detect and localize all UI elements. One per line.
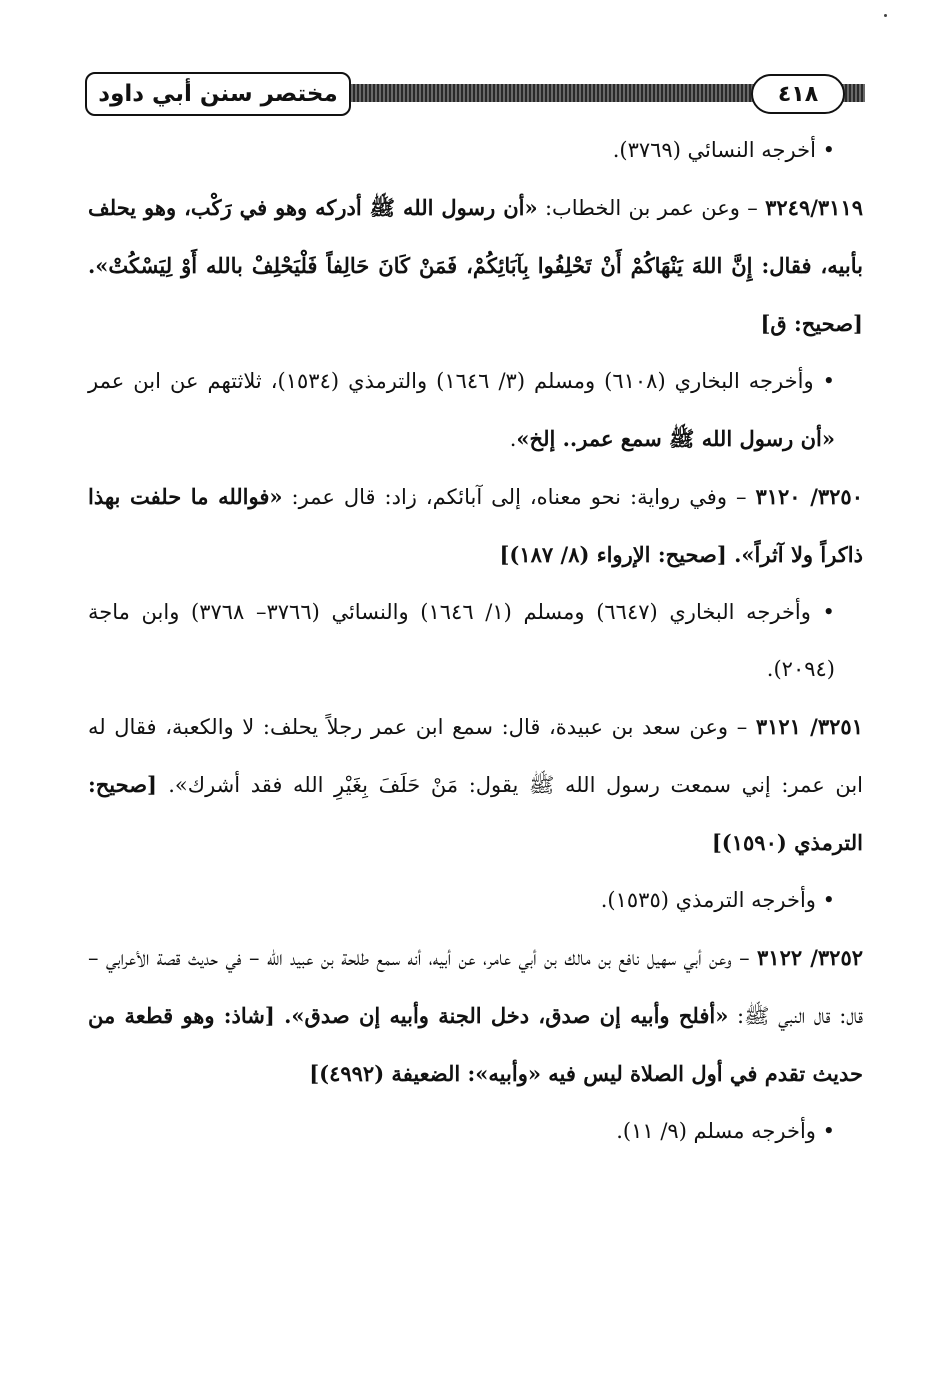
takhrij-note: • وأخرجه مسلم (٩/ ١١). [616,1119,835,1143]
hadith-intro: وعن سعد بن عبيدة، قال: سمع ابن عمر رجلاً يحلف: لا والكعبة، فقال له ابن عمر: إني سمعت رسول الله ﷺ يقول: مَنْ حَلَفَ بِغَيْرِ الله فقد أشرك». [88,715,864,797]
page-number: ٤١٨ [751,74,845,114]
separator-dash: – [728,715,756,739]
hadith-intro: وفي رواية: نحو معناه، إلى آبائكم، زاد: قال عمر: [282,485,727,509]
separator-dash: – [731,946,758,970]
takhrij-note: • وأخرجه البخاري (٦٦٤٧) ومسلم (١/ ١٦٤٦) والنسائي (٣٧٦٦– ٣٧٦٨) وابن ماجة (٢٠٩٤). [88,600,835,681]
hadith-text: «أن رسول الله ﷺ أدركه وهو في رَكْب، وهو يحلف بأبيه، فقال: إِنَّ اللهَ يَنْهَاكُمْ أَنْ تَحْلِفُوا بِآبَائِكُمْ، فَمَنْ كَانَ حَالِفاً فَلْيَحْلِفْ بالله أَوْ لِيَسْكُتْ». [88,195,863,278]
hadith-entry [88,179,863,353]
hadith-number: ٣٢٥٢/ ٣١٢٢ [757,945,864,970]
note-text: • وأخرجه البخاري (٦١٠٨) ومسلم (٣/ ١٦٤٦) والترمذي (١٥٣٤)، ثلاثتهم عن ابن عمر [88,369,835,393]
page-body [88,122,863,1160]
hadith-number: ٣٢٤٩/٣١١٩ [765,195,864,220]
hadith-grading: [صحيح: الإرواء (٨/ ١٨٧)] [499,542,735,567]
hadith-entry [88,468,863,584]
hadith-number: ٣٢٥٠/ ٣١٢٠ [755,484,863,509]
separator-dash: – [739,196,766,220]
hadith-entry [88,698,863,872]
hadith-text: «أفلح وأبيه إن صدق، دخل الجنة وأبيه إن صدق». [284,1003,729,1028]
takhrij-note [88,353,863,468]
hadith-grading: [صحيح: ق] [760,311,863,336]
book-title: مختصر سنن أبي داود [85,72,351,116]
separator-dash: – [726,485,756,509]
running-header [85,72,865,116]
hadith-intro: وعن عمر بن الخطاب: [537,196,740,220]
hadith-grading: [شاذ: وهو قطعة من حديث تقدم في أول الصلاة ليس فيه «وأبيه»: الضعيفة (٤٩٩٢)] [88,1003,863,1086]
note-tail: . [509,427,517,451]
hadith-intro: وعن أبي سهيل نافع بن مالك بن أبي عامر، عن أبيه، أنه سمع طلحة بن عبيد الله – في حديث قصة الأعرابي – قال: قال النبي ﷺ: [88,946,863,1028]
note-bold-text: «أن رسول الله ﷺ سمع عمر.. إلخ» [516,426,835,451]
takhrij-note: • أخرجه النسائي (٣٧٦٩). [612,138,835,162]
hadith-text: «فوالله ما حلفت بهذا ذاكراً ولا آثراً». [88,484,863,567]
hadith-grading: [صحيح: الترمذي (١٥٩٠)] [88,772,863,855]
hadith-number: ٣٢٥١/ ٣١٢١ [755,714,863,739]
scan-speck [884,14,887,17]
hadith-entry [88,929,863,1103]
takhrij-note: • وأخرجه الترمذي (١٥٣٥). [600,888,835,912]
